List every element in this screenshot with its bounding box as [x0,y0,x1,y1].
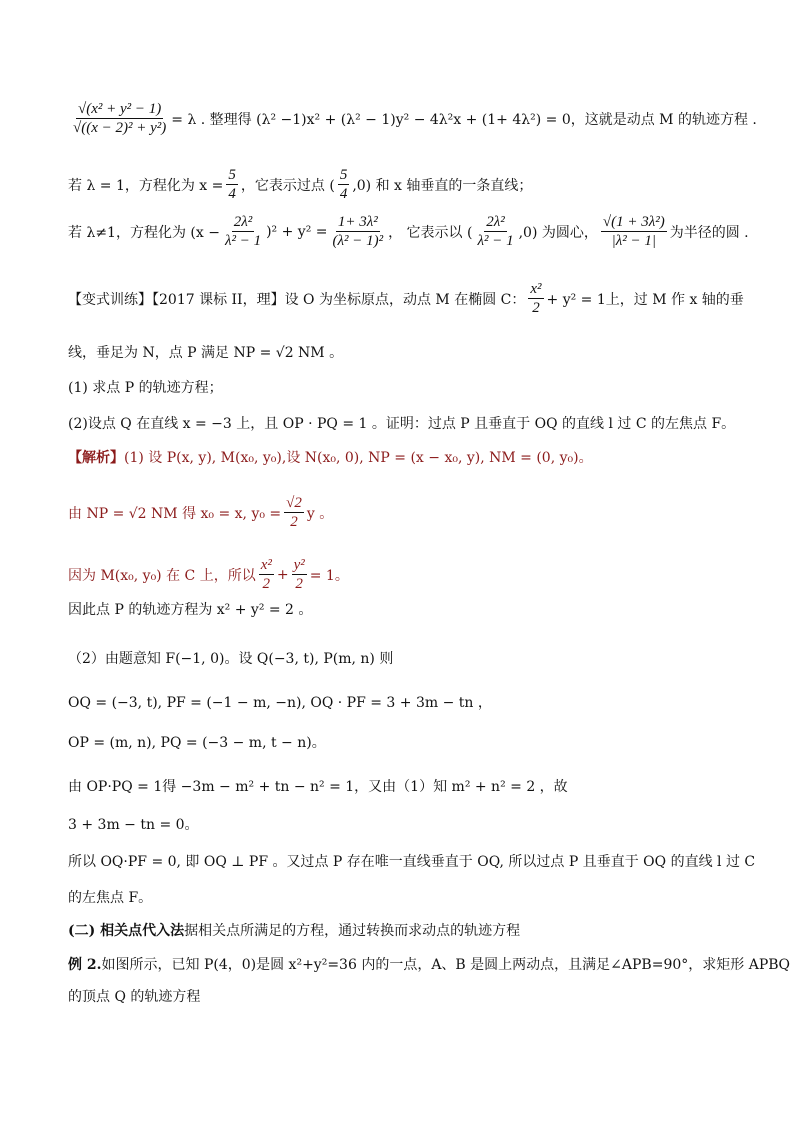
line-11: 因此点 P 的轨迹方程为 x² + y² = 2 。 [68,602,313,618]
text: (1) 设 P(x, y), M(x₀, y₀),设 N(x₀, 0), NP = (x − x₀, y), NM = (0, y₀)。 [124,450,593,466]
line-9 [68,494,333,531]
line-15: 由 OP·PQ = 1得 −3m − m² + tn − n² = 1，又由（1）知 m² + n² = 2 ，故 [68,779,568,795]
text: 为半径的圆 . [669,224,749,241]
denominator: 4 [228,186,236,202]
text: ， 它表示以 ( [388,224,473,241]
text: ,0) 和 x 轴垂直的一条直线； [352,177,533,194]
denominator: λ² − 1 [477,233,514,249]
text: 如图所示，已知 P(4，0)是圆 x²+y²=36 内的一点，A、B 是圆上两动点，且满足∠APB=90°，求矩形 APBQ [101,957,791,973]
text: ,0) 为圆心， [518,224,598,241]
denominator: 2 [290,514,298,530]
solution-line [68,447,593,467]
denominator: (λ² − 1)² [332,233,384,249]
line-12: （2）由题意知 F(−1, 0)。设 Q(−3, t), P(m, n) 则 [68,651,394,667]
denominator: 4 [339,186,348,202]
fraction [338,166,350,203]
text: 由 NP = √2 NM 得 x₀ = x, y₀ = [68,505,282,522]
numerator: 1+ 3λ² [337,214,378,230]
line-5: 线，垂足为 N，点 P 满足 NP = √2 NM 。 [68,345,344,361]
numerator: 5 [339,167,348,183]
denominator: 2 [532,300,540,316]
text: = 1。 [309,567,349,584]
fraction [226,166,238,203]
numerator: 2λ² [233,214,253,230]
line-10 [68,556,349,593]
text: )² + y² = [266,223,328,240]
fraction [223,213,263,250]
line-14: OP = (m, n), PQ = (−3 − m, t − n)。 [68,735,326,751]
line-case-lambda-not-1 [68,213,749,250]
section-heading [68,920,520,940]
section-title: (二) 相关点代入法 [68,923,185,939]
fraction [259,556,274,593]
line-17: 所以 OQ·PF = 0, 即 OQ ⊥ PF 。又过点 P 存在唯一直线垂直于 OQ, 所以过点 P 且垂直于 OQ 的直线 l 过 C [68,854,756,870]
fraction [292,556,307,593]
example-2 [68,954,790,974]
text: = λ . 整理得 (λ² −1)x² + (λ² − 1)y² − 4λ²x + (1+ 4λ²) = 0，这就是动点 M 的轨迹方程 . [171,111,757,128]
line-21: 的顶点 Q 的轨迹方程 [68,989,201,1005]
denominator: |λ² − 1| [611,233,656,249]
numerator: √(x² + y² − 1) [78,101,162,117]
fraction [475,213,515,250]
fraction [528,280,543,317]
example-label: 例 2. [68,957,102,973]
solution-tag: 【解析】 [68,450,124,466]
question-2: (2)设点 Q 在直线 x = −3 上，且 OP · PQ = 1 。证明：过点 P 且垂直于 OQ 的直线 l 过 C 的左焦点 F。 [68,416,736,432]
text: ，它表示过点 ( [240,177,335,194]
text: + [276,566,289,583]
denominator: λ² − 1 [224,233,262,249]
text: 据相关点所满足的方程，通过转换而求动点的轨迹方程 [184,923,521,939]
numerator: 5 [228,167,236,183]
fraction [601,213,667,250]
text: 若 λ≠1，方程化为 (x − [68,224,220,241]
fraction [331,213,386,250]
text: 【变式训练】【2017 课标 II，理】设 O 为坐标原点，动点 M 在椭圆 C： [68,291,526,308]
numerator: √(1 + 3λ²) [602,214,665,230]
numerator: √2 [286,495,302,511]
ratio-fraction [71,100,168,137]
text: 因为 M(x₀, y₀) 在 C 上，所以 [68,567,256,584]
line-case-lambda-1 [68,166,532,203]
denominator: 2 [295,576,303,592]
line-13: OQ = (−3, t), PF = (−1 − m, −n), OQ · PF = 3 + 3m − tn ， [68,695,492,711]
line-locus-equation [68,100,757,137]
denominator: 2 [262,576,271,592]
denominator: √((x − 2)² + y²) [73,120,167,136]
numerator: x² [260,557,272,573]
line-18: 的左焦点 F。 [68,890,153,906]
numerator: x² [530,281,542,297]
line-variant-training [68,280,744,317]
numerator: y² [293,557,305,573]
numerator: 2λ² [486,214,505,230]
question-1: (1) 求点 P 的轨迹方程； [68,380,223,396]
text: y 。 [306,505,334,522]
text: + y² = 1上，过 M 作 x 轴的垂 [546,291,744,308]
text: 若 λ = 1，方程化为 x = [68,177,224,194]
fraction [284,494,304,531]
line-16: 3 + 3m − tn = 0。 [68,817,199,833]
